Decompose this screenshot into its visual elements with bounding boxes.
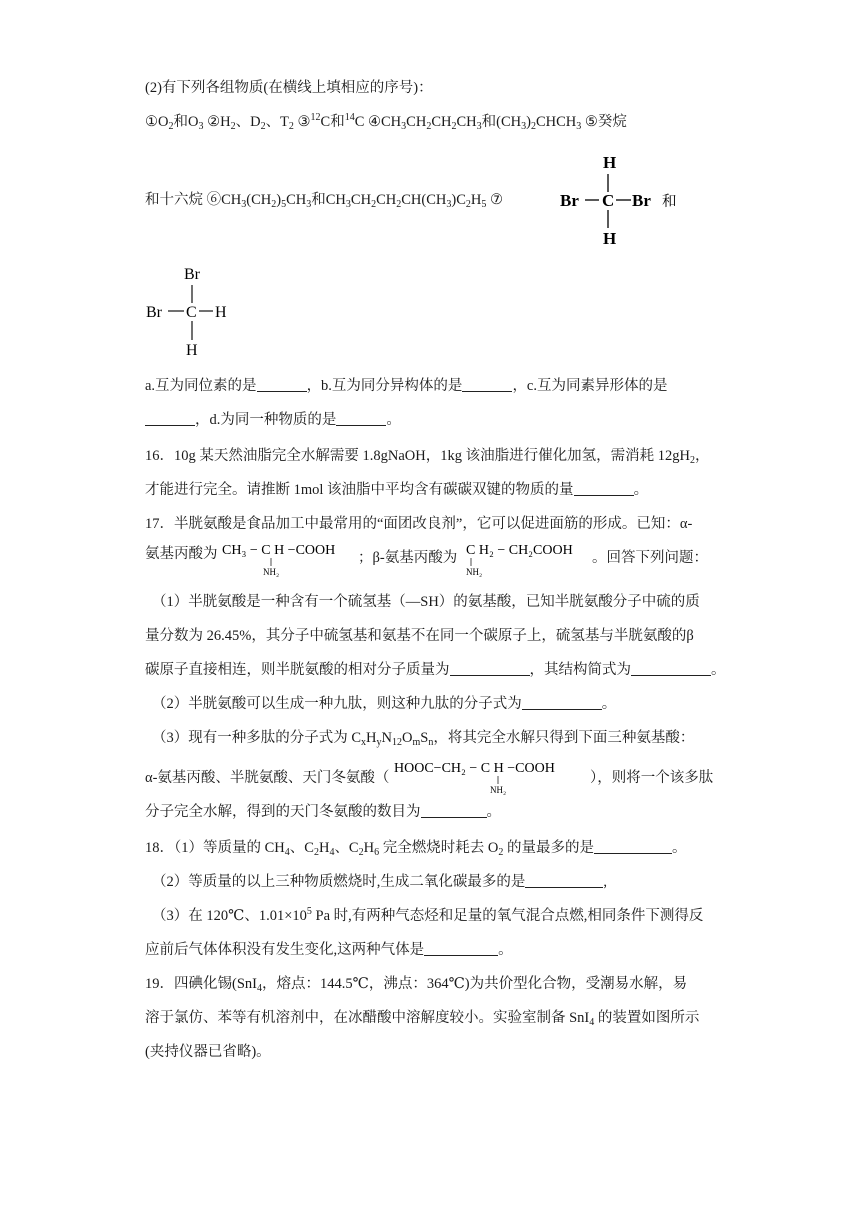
struct1-bottom: H	[603, 229, 617, 248]
alpha-nh2: NH₂	[263, 567, 280, 577]
struct1-top: H	[603, 153, 617, 172]
aspartic-acid-formula	[394, 756, 594, 800]
answer-blank-aspartic-count[interactable]	[421, 802, 487, 818]
q17-p3-line2a: α-氨基丙酸、半胱氨酸、天门冬氨酸（	[145, 770, 390, 786]
q17-p3-line2b: ），则将一个该多肽	[590, 770, 714, 786]
struct2-top: Br	[184, 266, 200, 283]
q17-line2-b: ；β-氨基丙酸为	[358, 550, 458, 566]
q17-p1-line2: 量分数为 26.45%，其分子中硫氢基和氨基不在同一个碳原子上，硫氢基与半胱氨酸的β	[145, 628, 694, 644]
struct1-and: 和	[662, 194, 677, 210]
q17-p2: （2）半胱氨酸可以生成一种九肽，则这种九肽的分子式为 。	[152, 696, 617, 712]
q19-line2: 溶于氯仿、苯等有机溶剂中，在冰醋酸中溶解度较小。实验室制备 SnI$_4$ 的装置如图所示	[145, 1010, 700, 1028]
answer-blank-b[interactable]	[462, 376, 512, 392]
q18-line4: 应前后气体体积没有发生变化,这两种气体是 。	[145, 942, 513, 958]
struct1-center: C	[602, 191, 615, 210]
dibromomethane-structure-2	[145, 262, 255, 362]
struct2-left: Br	[146, 304, 162, 321]
q17-p1-line1: （1）半胱氨酸是一种含有一个硫氢基（—SH）的氨基酸，已知半胱氨酸分子中硫的质	[152, 594, 700, 610]
asp-main: HOOC−CH₂ − C H −COOH	[394, 761, 555, 776]
q15-questions-line2: ，d.为同一种物质的是 。	[145, 410, 401, 430]
answer-blank-two-gases[interactable]	[424, 940, 498, 956]
struct2-center: C	[186, 304, 197, 321]
q17-line2-c: 。回答下列问题：	[592, 550, 708, 566]
q16-line1: 16．10g 某天然油脂完全水解需要 1.8gNaOH，1kg 该油脂进行催化加氢，需消耗 $12gH_2$，	[145, 448, 710, 466]
q15-header: (2)有下列各组物质(在横线上填相应的序号)：	[145, 80, 433, 96]
struct1-left: Br	[560, 191, 579, 210]
struct1-right: Br	[632, 191, 651, 210]
asp-nh2: NH₂	[490, 785, 507, 795]
q17-line2: 氨基丙酸为	[145, 546, 218, 562]
q18-line2: （2）等质量的以上三种物质燃烧时,生成二氧化碳最多的是 ,	[152, 874, 607, 890]
q17-line1: 17．半胱氨酸是食品加工中最常用的“面团改良剂”，它可以促进面筋的形成。已知：α-	[145, 516, 693, 532]
beta-main: C H₂ − CH₂COOH	[466, 543, 573, 558]
answer-blank-c[interactable]	[145, 410, 195, 426]
answer-blank-nonapeptide[interactable]	[522, 694, 602, 710]
q16-line2: 才能进行完全。请推断 1mol 该油脂中平均含有碳碳双键的物质的量 。	[145, 482, 649, 498]
struct2-bottom: H	[186, 342, 198, 359]
answer-blank-structure[interactable]	[631, 660, 711, 676]
q15-line1: $①O_2$和$O_3$ $②H_2$、$D_2$、$T_2$ ③$^{12}$C和$^{14}$C $④CH_3CH_2CH_2CH_3$和$(CH_3)_2CHCH_3$ ⑤癸烷	[145, 112, 627, 132]
q17-p3-line1: （3）现有一种多肽的分子式为 $C_xH_yN_{12}O_mS_n$，将其完全水解只得到下面三种氨基酸：	[152, 730, 695, 748]
answer-blank-co2-most[interactable]	[525, 872, 603, 888]
q19-line3: (夹持仪器已省略)。	[145, 1044, 271, 1060]
beta-nh2: NH₂	[466, 567, 483, 577]
q15-questions-line1: a.互为同位素的是 ，b.互为同分异构体的是 ，c.互为同素异形体的是	[145, 378, 668, 394]
answer-blank-a[interactable]	[257, 376, 307, 392]
struct2-right: H	[215, 304, 227, 321]
dibromomethane-structure-1	[555, 150, 695, 250]
q18-line3: （3）在 120℃、$1.01\times 10^5$ Pa 时,有两种气态烃和足量的氧气混合点燃,相同条件下测得反	[152, 906, 704, 924]
q15-line2: 和十六烷 $⑥CH_3(CH_2)_5CH_3$和$CH_3CH_2CH_2CH(CH_3)C_2H_5$ ⑦	[145, 192, 503, 210]
answer-blank-o2-most[interactable]	[594, 838, 672, 854]
answer-blank-molar-mass[interactable]	[450, 660, 530, 676]
q17-p3-line3: 分子完全水解，得到的天门冬氨酸的数目为 。	[145, 804, 501, 820]
q18-line1: 18．（1）等质量的 $CH_4$、$C_2H_4$、$C_2H_6$ 完全燃烧时耗去 $O_2$ 的量最多的是 。	[145, 840, 687, 858]
q17-p1-line3: 碳原子直接相连，则半胱氨酸的相对分子质量为 ，其结构简式为 。	[145, 662, 726, 678]
answer-blank-q16[interactable]	[574, 480, 634, 496]
alpha-alanine-formula	[222, 538, 357, 582]
alpha-main: CH₃ − C H −COOH	[222, 543, 336, 558]
answer-blank-d[interactable]	[336, 410, 386, 426]
beta-alanine-formula	[466, 538, 596, 582]
q19-line1: 19．四碘化锡(SnI$_4$，熔点：144.5℃，沸点：364℃)为共价型化合物，受潮易水解，易	[145, 976, 688, 994]
